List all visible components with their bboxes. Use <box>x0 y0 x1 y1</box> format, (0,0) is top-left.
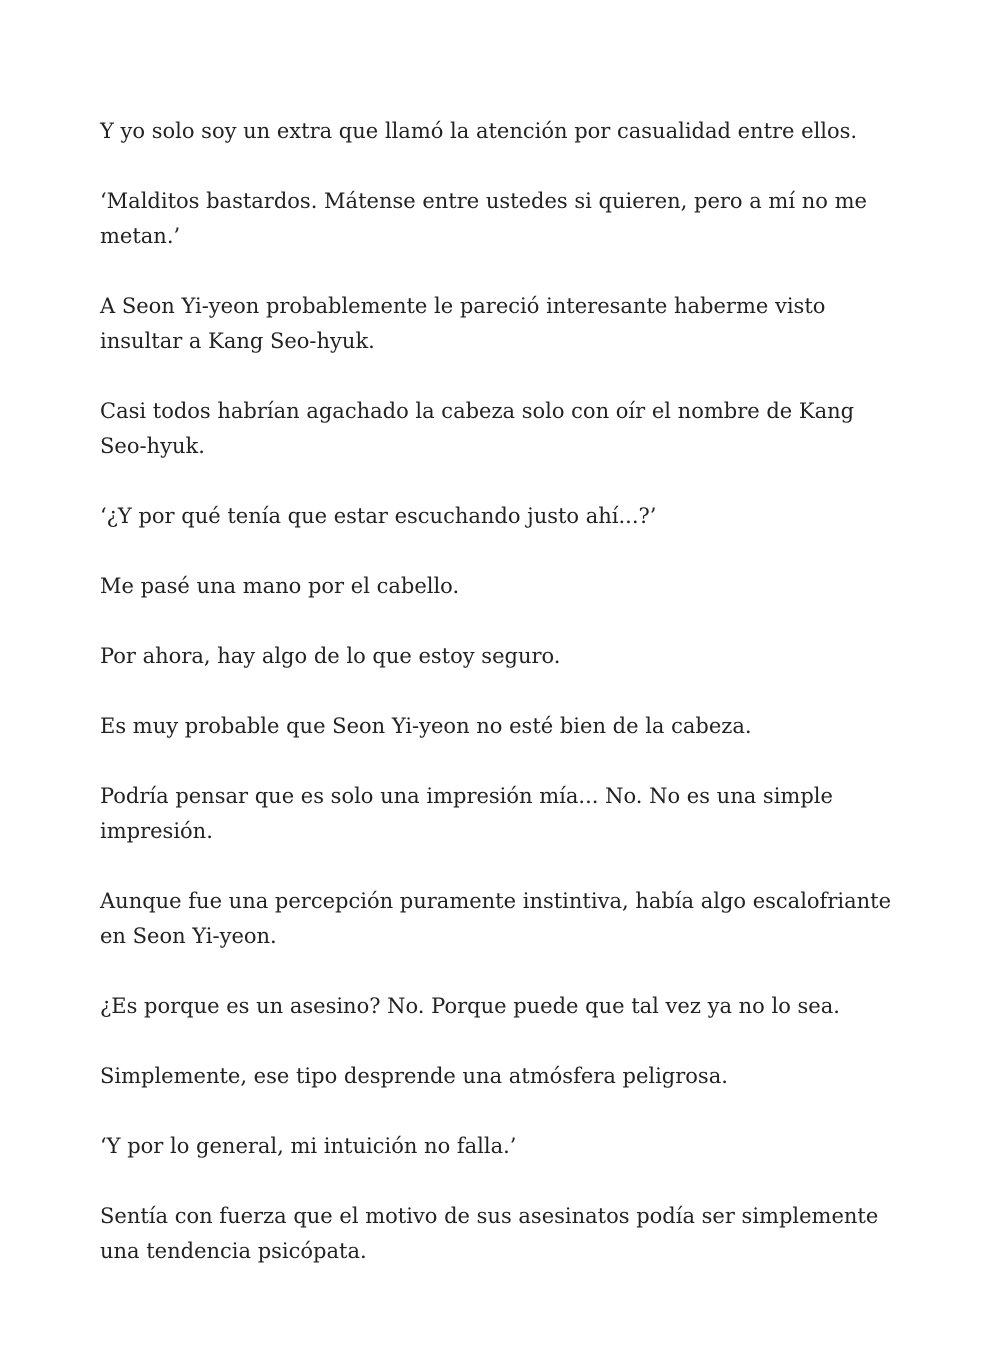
paragraph-3: A Seon Yi-yeon probablemente le pareció interesante haberme visto insultar a Kang Seo-hyuk. <box>100 294 826 353</box>
paragraph-9: Podría pensar que es solo una impresión mía... No. No es una simple impresión. <box>100 784 833 843</box>
paragraph-13: ‘Y por lo general, mi intuición no falla.’ <box>100 1134 517 1158</box>
paragraph-8: Es muy probable que Seon Yi-yeon no esté bien de la cabeza. <box>100 714 752 738</box>
paragraph-11: ¿Es porque es un asesino? No. Porque puede que tal vez ya no lo sea. <box>100 994 840 1018</box>
paragraph-2: ‘Malditos bastardos. Mátense entre ustedes si quieren, pero a mí no me metan.’ <box>100 189 867 248</box>
document-body <box>100 114 900 1304</box>
paragraph-4: Casi todos habrían agachado la cabeza solo con oír el nombre de Kang Seo-hyuk. <box>100 399 855 458</box>
paragraph-5: ‘¿Y por qué tenía que estar escuchando justo ahí...?’ <box>100 504 657 528</box>
paragraph-10: Aunque fue una percepción puramente instintiva, había algo escalofriante en Seon Yi-yeon. <box>100 889 891 948</box>
paragraph-12: Simplemente, ese tipo desprende una atmósfera peligrosa. <box>100 1064 728 1088</box>
paragraph-7: Por ahora, hay algo de lo que estoy seguro. <box>100 644 561 668</box>
paragraph-14: Sentía con fuerza que el motivo de sus asesinatos podía ser simplemente una tendencia psicópata. <box>100 1204 879 1263</box>
paragraph-6: Me pasé una mano por el cabello. <box>100 574 460 598</box>
paragraph-1: Y yo solo soy un extra que llamó la atención por casualidad entre ellos. <box>100 119 858 143</box>
